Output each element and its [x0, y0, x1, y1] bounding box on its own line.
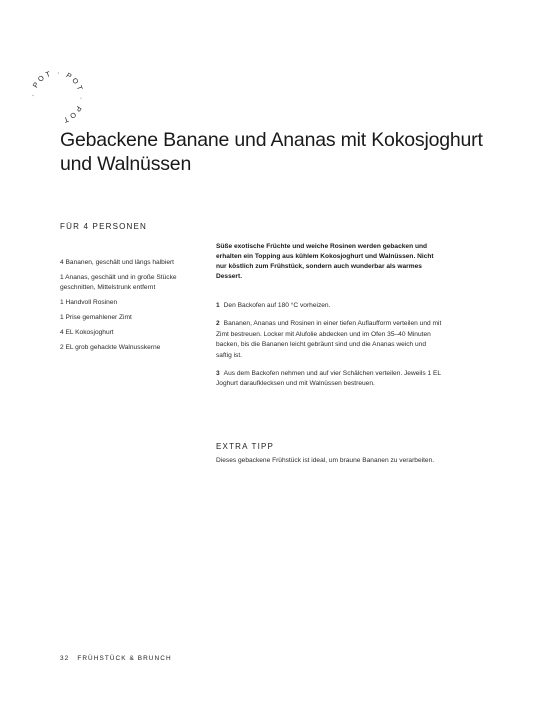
step-text: Den Backofen auf 180 °C vorheizen. [223, 302, 331, 309]
pot-logo-ring [24, 64, 90, 130]
step-number: 1 [216, 302, 220, 309]
page-footer [60, 655, 172, 662]
svg-text:· POT · POT · POT [28, 68, 86, 125]
step-text: Aus dem Backofen nehmen und auf vier Schälchen verteilen. Jeweils 1 EL Joghurt daraufklecksen und mit Walnüssen bestreuen. [216, 370, 441, 388]
tip-heading: EXTRA TIPP [216, 442, 275, 451]
ingredient-item: 1 Handvoll Rosinen [60, 298, 118, 306]
ingredient-list [60, 258, 180, 358]
page-number: 32 [60, 655, 70, 662]
pot-logo [24, 64, 90, 130]
ingredient-item: 1 Prise gemahlener Zimt [60, 313, 132, 321]
logo-text: · POT · POT · POT [27, 67, 87, 126]
method-step [216, 319, 442, 361]
ingredient-item: 1 Ananas, geschält und in große Stücke geschnitten, Mittelstrunk entfernt [60, 273, 177, 291]
method-steps [216, 301, 442, 398]
tip-text: Dieses gebackene Frühstück ist ideal, um braune Bananen zu verarbeiten. [216, 457, 435, 464]
step-number: 2 [216, 320, 220, 328]
ingredient-item: 2 EL grob gehackte Walnusskerne [60, 343, 161, 351]
method-step [216, 369, 442, 390]
servings-label: FÜR 4 PERSONEN [60, 222, 148, 231]
section-name: FRÜHSTÜCK & BRUNCH [77, 655, 172, 662]
recipe-title: Gebackene Banane und Ananas mit Kokosjoghurt und Walnüssen [60, 129, 483, 175]
step-number: 3 [216, 370, 220, 378]
recipe-intro: Süße exotische Früchte und weiche Rosinen werden gebacken und erhalten ein Topping aus kühlem Kokosjoghurt und Walnüssen. Nicht nur köstlich zum Frühstück, sondern auch wunderbar als warmes Dessert. [216, 243, 434, 280]
method-step [216, 301, 442, 311]
ingredient-item: 4 Bananen, geschält und längs halbiert [60, 259, 175, 266]
ingredient-item: 4 EL Kokosjoghurt [60, 328, 114, 336]
step-text: Bananen, Ananas und Rosinen in einer tiefen Auflaufform verteilen und mit Zimt bestreuen. Locker mit Alufolie abdecken und im Ofen 35–40 Minuten backen, bis die Bananen leicht gebräunt sind und die Ananas weich und saftig ist. [216, 320, 442, 359]
